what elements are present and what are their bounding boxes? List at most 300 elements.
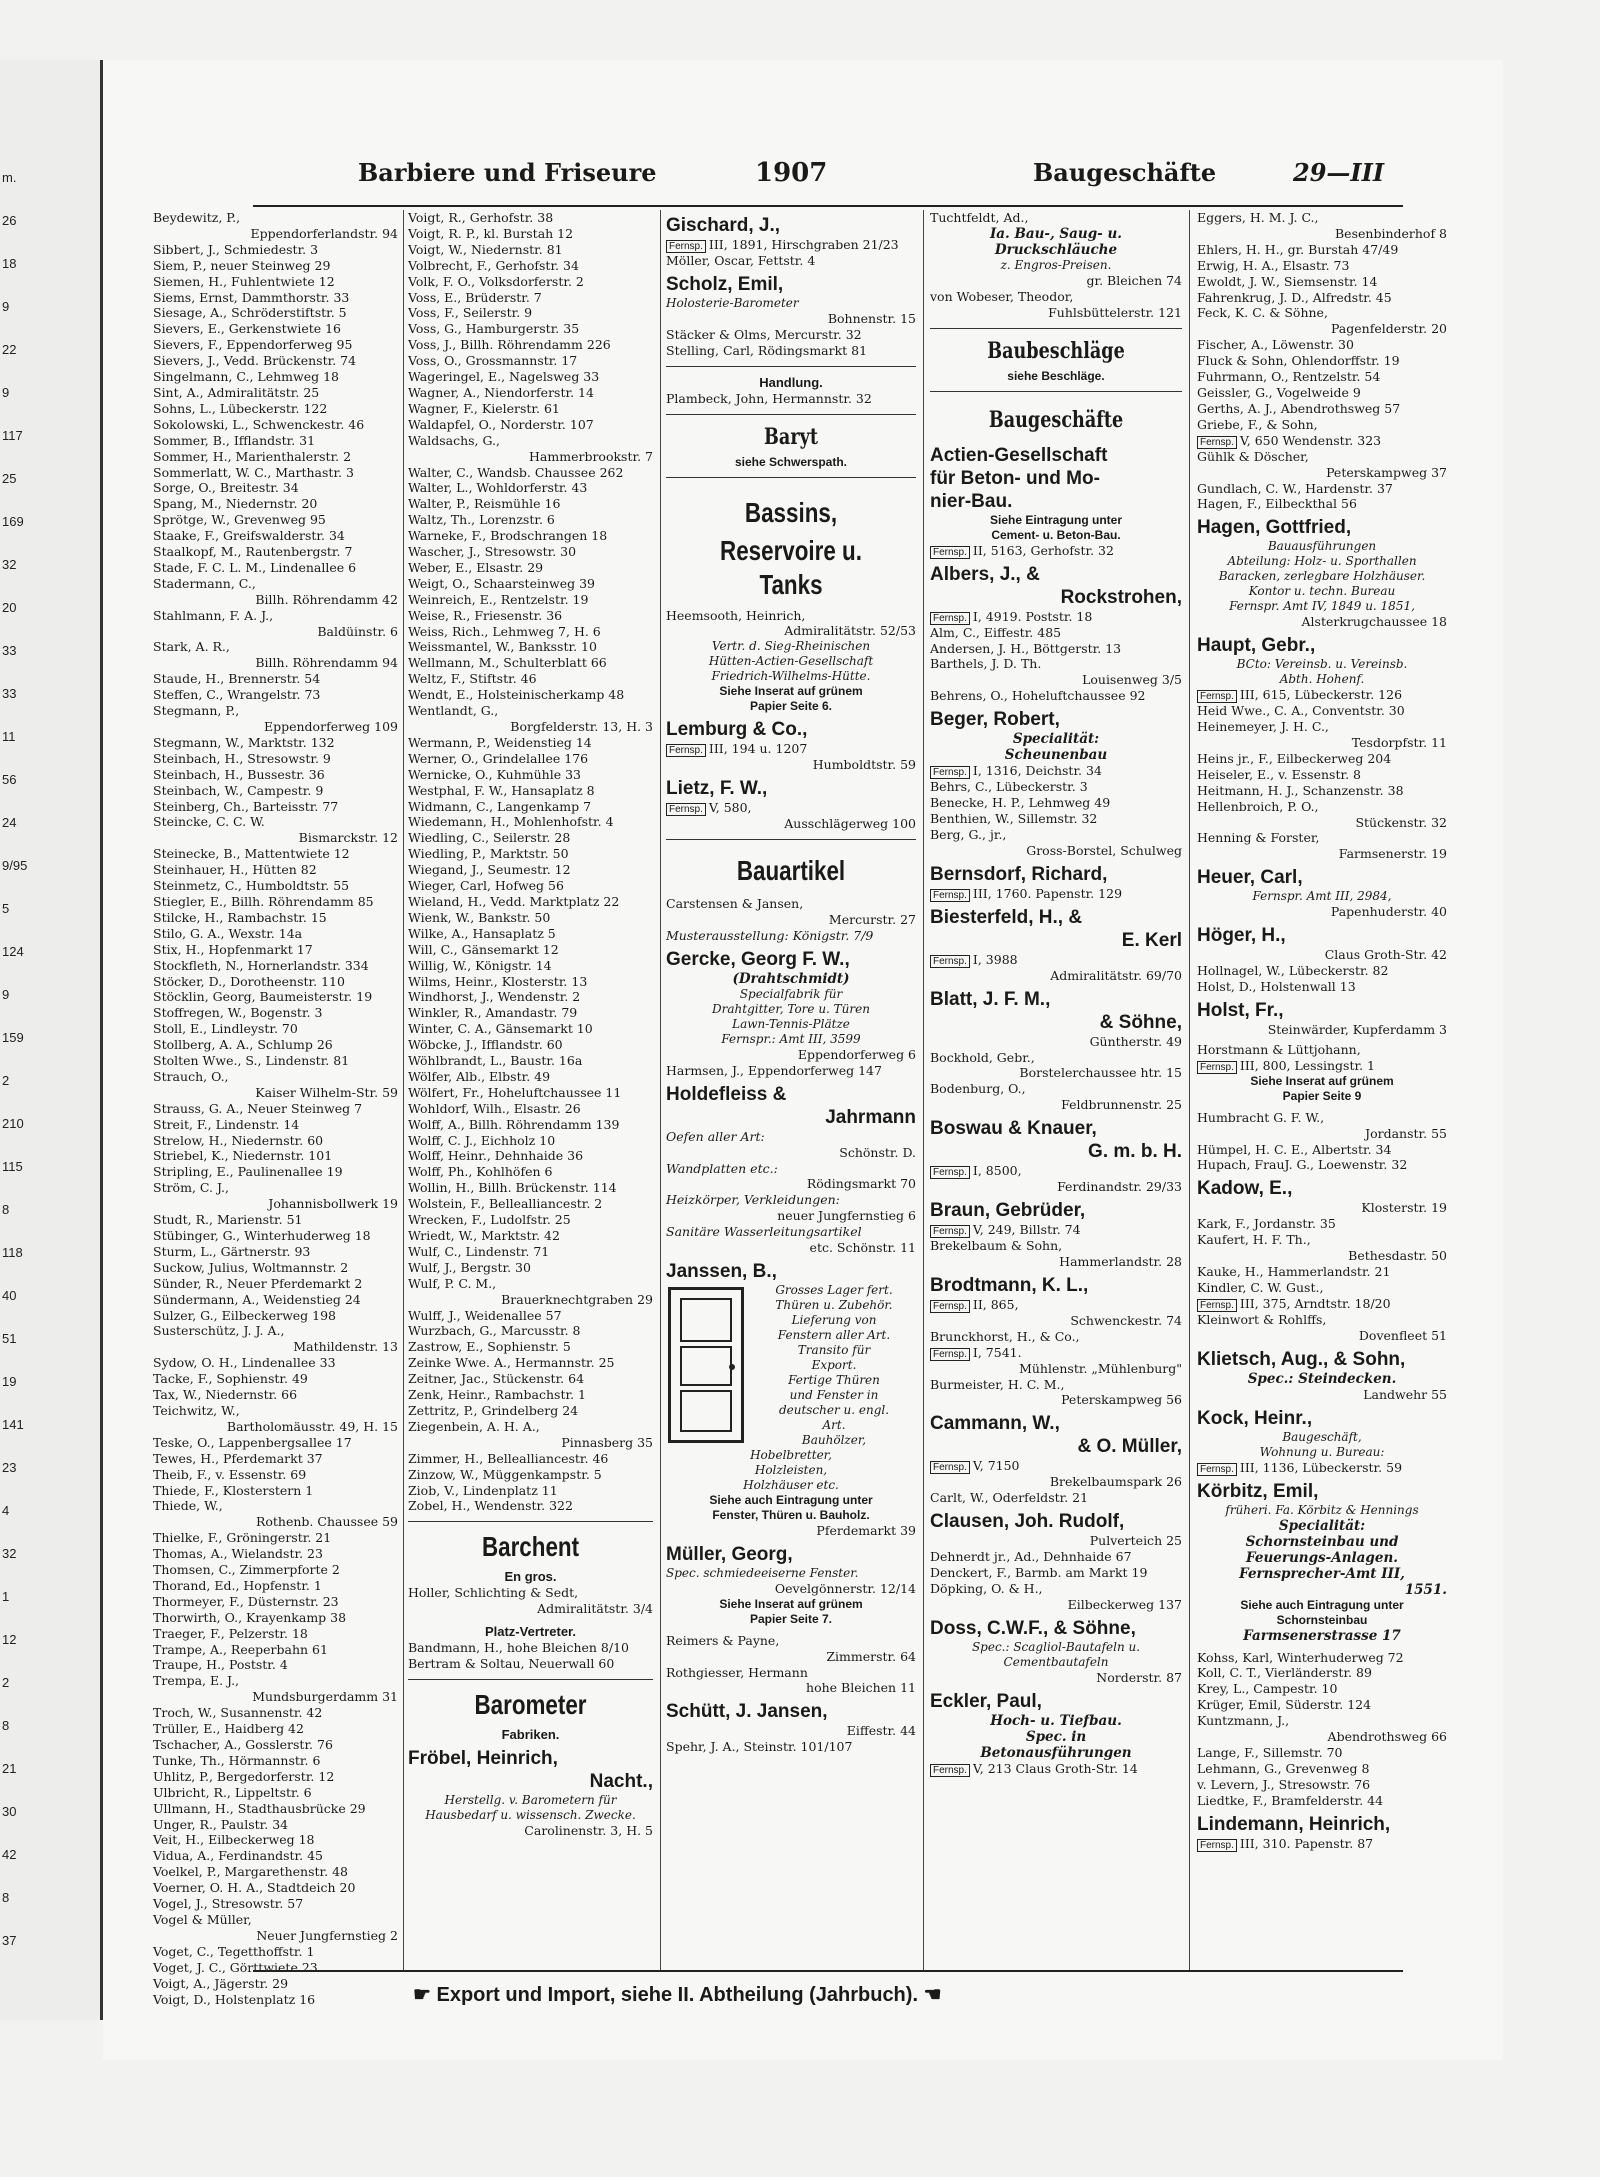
list-item: Benecke, H. P., Lehmweg 49 xyxy=(930,795,1111,811)
firm-phone: Fernsp. III, 800, Lessingstr. 1 xyxy=(1197,1058,1447,1074)
telephone-badge: Fernsp. xyxy=(930,766,970,779)
firm-name: Heuer, Carl, xyxy=(1197,867,1303,889)
section-rule xyxy=(930,328,1182,329)
firm-note: Transito für xyxy=(797,1342,871,1357)
firm-specialty: Scheunenbau xyxy=(1004,747,1108,764)
firm-name-cont: G. m. b. H. xyxy=(1088,1141,1182,1163)
column-2 xyxy=(408,210,653,1970)
firm-name-cont: nier-Bau. xyxy=(930,490,1013,512)
firm-address: Pferdemarkt 39 xyxy=(816,1522,916,1538)
previous-page-number: 21 xyxy=(2,1761,17,1776)
cross-reference: Fenster, Thüren u. Bauholz. xyxy=(712,1507,870,1522)
list-item: Sommer, H., Marienthalerstr. 2 xyxy=(153,448,352,464)
list-item: Kauke, H., Hammerlandstr. 21 xyxy=(1197,1263,1391,1279)
janssen-advert xyxy=(666,1283,916,1493)
list-item: Sulzer, G., Eilbeckerweg 198 xyxy=(153,1307,337,1323)
list-item: Stäcker & Olms, Mercurstr. 32 xyxy=(666,326,862,342)
list-item: Gerths, A. J., Abendrothsweg 57 xyxy=(1197,400,1401,416)
list-item: Strauch, O., xyxy=(153,1068,229,1084)
firm-specialty: Ia. Bau-, Saug- u. xyxy=(989,225,1122,242)
previous-page-number: 8 xyxy=(2,1890,10,1905)
firm-phone: Fernsp. II, 5163, Gerhofstr. 32 xyxy=(930,543,1182,559)
list-item-address: Eppendorferlandstr. 94 xyxy=(250,225,398,241)
list-item: Ziob, V., Lindenplatz 11 xyxy=(408,1482,558,1498)
firm-address: Güntherstr. 49 xyxy=(1089,1033,1182,1049)
firm-address: Borstelerchaussee htr. 15 xyxy=(1019,1065,1182,1081)
firm-phone: Fernsp. I, 1316, Deichstr. 34 xyxy=(930,763,1182,779)
section-rule xyxy=(408,1521,653,1522)
list-item: Tunke, Th., Hörmannstr. 6 xyxy=(153,1752,321,1768)
firm-note: deutscher u. engl. xyxy=(778,1402,890,1417)
list-item: Kleinwort & Rohlffs, xyxy=(1197,1311,1327,1327)
firm-name: Clausen, Joh. Rudolf, xyxy=(930,1511,1125,1533)
firm-address: etc. Schönstr. 11 xyxy=(809,1240,916,1256)
list-item: Denckert, F., Barmb. am Markt 19 xyxy=(930,1565,1148,1580)
list-item: Tax, W., Niedernstr. 66 xyxy=(153,1387,298,1403)
firm-specialty: Fernsprecher-Amt III, xyxy=(1239,1565,1405,1582)
list-item: Wascher, J., Stresowstr. 30 xyxy=(408,544,577,560)
firm-phone: Fernsp. V, 249, Billstr. 74 xyxy=(930,1222,1182,1238)
previous-page-number: 117 xyxy=(2,428,23,443)
firm-phone: Fernsp. V, 580, xyxy=(666,800,916,816)
firm-note: früheri. Fa. Körbitz & Hennings xyxy=(1225,1502,1419,1517)
list-item: Wolff, Heinr., Dehnhaide 36 xyxy=(408,1148,584,1164)
list-item: Gundlach, C. W., Hardenstr. 37 xyxy=(1197,480,1393,496)
list-item: Stegmann, P., xyxy=(153,703,240,719)
firm-note: Sanitäre Wasserleitungsartikel xyxy=(666,1224,862,1240)
list-item: Sievers, E., Gerkenstwiete 16 xyxy=(153,321,342,337)
list-item: Kindler, C. W. Gust., xyxy=(1197,1279,1324,1295)
list-item: Kaufert, H. F. Th., xyxy=(1197,1232,1311,1248)
list-item: Thiede, F., Klosterstern 1 xyxy=(153,1482,314,1498)
list-item: Gühlk & Döscher, xyxy=(1197,448,1309,464)
list-item: Veit, H., Eilbeckerweg 18 xyxy=(153,1832,315,1848)
list-item: Staake, F., Greifswalderstr. 34 xyxy=(153,528,345,544)
list-item: Stade, F. C. L. M., Lindenallee 6 xyxy=(153,559,357,575)
list-item: Stoffregen, W., Bogenstr. 3 xyxy=(153,1005,323,1021)
list-item: Geissler, G., Vogelweide 9 xyxy=(1197,384,1361,400)
previous-page-number: 5 xyxy=(2,901,10,916)
list-item: Weiss, Rich., Lehmweg 7, H. 6 xyxy=(408,623,601,639)
firm-note: Holzhäuser etc. xyxy=(743,1477,839,1492)
list-item: Siemen, H., Fuhlentwiete 12 xyxy=(153,273,335,289)
list-item: Heitmann, H. J., Schanzenstr. 38 xyxy=(1197,782,1404,798)
list-item: Siem, P., neuer Steinweg 29 xyxy=(153,257,331,273)
list-item: Voigt, D., Holstenplatz 16 xyxy=(153,1991,316,2007)
list-item: Sommerlatt, W. C., Marthastr. 3 xyxy=(153,464,354,480)
firm-note: Hausbedarf u. wissensch. Zwecke. xyxy=(425,1807,636,1822)
firm-name: Beger, Robert, xyxy=(930,709,1060,731)
firm-name: Scholz, Emil, xyxy=(666,273,784,295)
list-item: Voigt, R. P., kl. Burstah 12 xyxy=(408,225,574,241)
firm-name: Braun, Gebrüder, xyxy=(930,1200,1086,1222)
firm-phone: Fernsp. V, 213 Claus Groth-Str. 14 xyxy=(930,1761,1182,1777)
previous-page-number: 32 xyxy=(2,1546,17,1561)
firm-address: Steinwärder, Kupferdamm 3 xyxy=(1267,1021,1447,1037)
list-item: Harmsen, J., Eppendorferweg 147 xyxy=(666,1062,882,1078)
telephone-badge: Fernsp. xyxy=(930,612,970,625)
firm-name: Körbitz, Emil, xyxy=(1197,1480,1319,1502)
firm-address: Farmsenerstrasse 17 xyxy=(1243,1627,1401,1644)
list-item: Carstensen & Jansen, xyxy=(666,896,804,912)
firm-address: Gross-Borstel, Schulweg xyxy=(1026,842,1182,858)
list-item: Walter, C., Wandsb. Chaussee 262 xyxy=(408,464,624,480)
cross-reference: Siehe auch Eintragung unter xyxy=(1240,1597,1404,1612)
list-item-address: Eppendorferweg 109 xyxy=(263,719,398,734)
list-item: Stelling, Carl, Rödingsmarkt 81 xyxy=(666,342,868,358)
list-item: Alm, C., Eiffestr. 485 xyxy=(930,624,1062,640)
pointing-hand-icon: ☛ xyxy=(413,1984,431,2006)
list-item: Siesage, A., Schröderstiftstr. 5 xyxy=(153,305,347,321)
telephone-badge: Fernsp. xyxy=(666,803,706,816)
list-item: Holler, Schlichting & Sedt, xyxy=(408,1585,579,1601)
section-title-bauartikel: Bauartikel xyxy=(736,855,846,887)
section-title-barchent: Barchent xyxy=(481,1531,580,1563)
firm-note: Baracken, zerlegbare Holzhäuser. xyxy=(1218,569,1426,584)
header-right-title: Baugeschäfte xyxy=(1033,158,1217,187)
firm-name: Brodtmann, K. L., xyxy=(930,1274,1089,1296)
section-rule xyxy=(408,1679,653,1680)
list-item: Voerner, O. H. A., Stadtdeich 20 xyxy=(153,1880,356,1896)
list-item: Griebe, F., & Sohn, xyxy=(1197,416,1318,432)
list-item: Wienk, W., Bankstr. 50 xyxy=(408,909,551,925)
section-title-baubeschlaege: Baubeschläge xyxy=(987,337,1125,364)
list-item: Wilke, A., Hansaplatz 5 xyxy=(408,925,556,941)
page-header xyxy=(103,158,1503,198)
page-footer xyxy=(413,1982,942,2007)
firm-name: Gischard, J., xyxy=(666,215,781,236)
list-item: Wieger, Carl, Hofweg 56 xyxy=(408,878,564,894)
firm-note: Hütten-Actien-Gesellschaft xyxy=(708,654,874,669)
list-item: Burmeister, H. C. M., xyxy=(930,1376,1065,1392)
previous-page-number: 24 xyxy=(2,815,17,830)
previous-page-number: 9 xyxy=(2,385,10,400)
list-item-address: Billh. Röhrendamm 42 xyxy=(255,591,398,607)
list-item: Waldapfel, O., Norderstr. 107 xyxy=(408,416,594,432)
handlung-heading: Handlung. xyxy=(759,374,823,390)
list-item: Thorwirth, O., Krayenkamp 38 xyxy=(153,1609,347,1625)
list-item: Stegmann, W., Marktstr. 132 xyxy=(153,734,335,750)
firm-name: Höger, H., xyxy=(1197,925,1286,947)
list-item: Troch, W., Susannenstr. 42 xyxy=(153,1705,323,1721)
list-item: Wagner, A., Niendorferstr. 14 xyxy=(408,384,594,400)
firm-specialty: Specialität: xyxy=(1278,1517,1366,1534)
list-item: Teske, O., Lappenbergsallee 17 xyxy=(153,1434,352,1450)
firm-name: Blatt, J. F. M., xyxy=(930,988,1051,1010)
list-item: Koll, C. T., Vierländerstr. 89 xyxy=(1197,1665,1372,1681)
list-item: Krüger, Emil, Süderstr. 124 xyxy=(1197,1697,1372,1713)
list-item: Fluck & Sohn, Ohlendorffstr. 19 xyxy=(1197,353,1400,369)
previous-page-number: 40 xyxy=(2,1288,17,1303)
list-item-address: Rothenb. Chaussee 59 xyxy=(255,1514,398,1530)
cross-reference: Papier Seite 6. xyxy=(749,699,833,714)
list-item: Ewoldt, J. W., Siemsenstr. 14 xyxy=(1197,273,1378,289)
previous-page-number: 56 xyxy=(2,772,17,787)
list-item: Thielke, F., Gröningerstr. 21 xyxy=(153,1530,332,1546)
list-item: Walter, P., Reismühle 16 xyxy=(408,496,561,512)
list-item: Wolff, Ph., Kohlhöfen 6 xyxy=(408,1164,553,1180)
previous-page-number: 9 xyxy=(2,299,10,314)
list-item: Wölfert, Fr., Hoheluftchaussee 11 xyxy=(408,1084,622,1100)
list-item: Wriedt, W., Marktstr. 42 xyxy=(408,1228,560,1243)
firm-phone: Fernsp. II, 865, xyxy=(930,1297,1182,1313)
list-item: Fischer, A., Löwenstr. 30 xyxy=(1197,337,1354,353)
telephone-badge: Fernsp. xyxy=(930,1225,970,1238)
list-item: Voss, J., Billh. Röhrendamm 226 xyxy=(408,337,611,353)
list-item: Stripling, E., Paulinenallee 19 xyxy=(153,1164,343,1180)
list-item-address: Bartholomäusstr. 49, H. 15 xyxy=(226,1418,398,1434)
firm-name: Cammann, W., xyxy=(930,1413,1060,1435)
list-item-address: Neuer Jungfernstieg 2 xyxy=(256,1927,398,1943)
list-item: Tewes, H., Pferdemarkt 37 xyxy=(153,1450,323,1466)
list-item: Wellmann, M., Schulterblatt 66 xyxy=(408,655,607,671)
door-illustration xyxy=(668,1287,744,1443)
list-item: Wulf, J., Bergstr. 30 xyxy=(408,1259,531,1275)
list-item: Uhlitz, P., Bergedorferstr. 12 xyxy=(153,1768,335,1784)
previous-page-number: 1 xyxy=(2,1589,10,1604)
telephone-badge: Fernsp. xyxy=(930,1764,970,1777)
list-item: Suckow, Julius, Woltmannstr. 2 xyxy=(153,1259,349,1275)
list-item: Stadermann, C., xyxy=(153,575,256,591)
list-item: Sohns, L., Lübeckerstr. 122 xyxy=(153,400,328,416)
list-item: Zinzow, W., Müggenkampstr. 5 xyxy=(408,1466,602,1482)
firm-name-cont: Rockstrohen, xyxy=(1060,586,1182,608)
firm-note: Wandplatten etc.: xyxy=(666,1160,778,1176)
section-title-bassins: Bassins, xyxy=(744,496,838,528)
list-item: Stilo, G. A., Wexstr. 14a xyxy=(153,925,303,941)
list-item: Wiegand, J., Seumestr. 12 xyxy=(408,862,571,878)
firm-name-cont: Nacht., xyxy=(589,1770,653,1792)
section-title-baugeschaefte: Baugeschäfte xyxy=(988,406,1124,433)
firm-name: Albers, J., & xyxy=(930,563,1040,585)
firm-address: Eiffestr. 44 xyxy=(846,1723,916,1739)
firm-name: Biesterfeld, H., & xyxy=(930,906,1083,928)
firm-address: Zimmerstr. 64 xyxy=(826,1648,916,1664)
list-item: Tacke, F., Sophienstr. 49 xyxy=(153,1371,308,1387)
firm-address: Humboldtstr. 59 xyxy=(812,757,916,773)
list-item: Humbracht G. F. W., xyxy=(1197,1109,1325,1125)
list-item: Voigt, R., Gerhofstr. 38 xyxy=(408,210,554,225)
list-item: Horstmann & Lüttjohann, xyxy=(1197,1041,1361,1057)
list-item: Staalkopf, M., Rautenbergstr. 7 xyxy=(153,544,353,560)
list-item-address: Borgfelderstr. 13, H. 3 xyxy=(510,719,653,734)
firm-address: Claus Groth-Str. 42 xyxy=(1324,947,1447,963)
firm-address: Pagenfelderstr. 20 xyxy=(1330,321,1447,337)
list-item: Trampe, A., Reeperbahn 61 xyxy=(153,1641,328,1657)
pointing-hand-icon: ☚ xyxy=(923,1984,942,2006)
list-item: Steinecke, B., Mattentwiete 12 xyxy=(153,846,350,862)
list-item: Walter, L., Wohldorferstr. 43 xyxy=(408,480,588,496)
list-item: Hagen, F., Eilbeckthal 56 xyxy=(1197,496,1357,512)
list-item: Heiseler, E., v. Essenstr. 8 xyxy=(1197,766,1361,782)
firm-name: Lindemann, Heinrich, xyxy=(1197,1813,1391,1835)
firm-note: Abteilung: Holz- u. Sporthallen xyxy=(1227,554,1417,569)
list-item: Winter, C. A., Gänsemarkt 10 xyxy=(408,1021,593,1037)
list-item: Steinbach, H., Bussestr. 36 xyxy=(153,766,325,782)
list-item: Theib, F., v. Essenstr. 69 xyxy=(153,1466,307,1482)
list-item: Stockfleth, N., Hornerlandstr. 334 xyxy=(153,957,369,973)
firm-phone: Fernsp. V, 650 Wendenstr. 323 xyxy=(1197,433,1447,449)
list-item: Wiedemann, H., Mohlenhofstr. 4 xyxy=(408,814,614,830)
list-item: Kohss, Karl, Winterhuderweg 72 xyxy=(1197,1649,1404,1665)
list-item: Trempa, E. J., xyxy=(153,1673,240,1689)
firm-address: Schönstr. D. xyxy=(839,1144,916,1160)
previous-page-number: m. xyxy=(2,170,17,185)
telephone-badge: Fernsp. xyxy=(930,1461,970,1474)
list-item: Stilcke, H., Rambachstr. 15 xyxy=(153,909,327,925)
list-item: Stöcker, D., Dorotheenstr. 110 xyxy=(153,973,345,989)
firm-address: Abendrothsweg 66 xyxy=(1327,1729,1447,1745)
list-item: Weinreich, E., Rentzelstr. 19 xyxy=(408,591,589,607)
firm-note: Musterausstellung: Königstr. 7/9 xyxy=(666,927,874,943)
list-item: Eggers, H. M. J. C., xyxy=(1197,210,1319,225)
firm-address: Schwenckestr. 74 xyxy=(1070,1312,1182,1328)
list-item: Wilms, Heinr., Klosterstr. 13 xyxy=(408,973,588,989)
list-item: Rothgiesser, Hermann xyxy=(666,1664,808,1680)
firm-name: Kadow, E., xyxy=(1197,1178,1293,1200)
firm-note: Export. xyxy=(811,1357,857,1372)
list-item: Zeinke Wwe. A., Hermannstr. 25 xyxy=(408,1355,615,1371)
firm-phone: Fernsp. III, 1136, Lübeckerstr. 59 xyxy=(1197,1460,1447,1476)
barchent-subtitle: En gros. xyxy=(504,1569,557,1585)
previous-page-number: 23 xyxy=(2,1460,17,1475)
firm-name: Lemburg & Co., xyxy=(666,719,808,741)
list-item: Bandmann, H., hohe Bleichen 8/10 xyxy=(408,1640,629,1656)
firm-address: Admiralitätstr. 69/70 xyxy=(1050,967,1182,983)
telephone-badge: Fernsp. xyxy=(1197,1463,1237,1476)
list-item: Stolten Wwe., S., Lindenstr. 81 xyxy=(153,1053,350,1069)
firm-address: Norderstr. 87 xyxy=(1096,1669,1182,1685)
firm-address: Pulverteich 25 xyxy=(1089,1533,1182,1549)
list-item-address: Pinnasberg 35 xyxy=(561,1434,653,1450)
list-item: Volbrecht, F., Gerhofstr. 34 xyxy=(408,257,579,273)
list-item: Stollberg, A. A., Schlump 26 xyxy=(153,1037,333,1053)
cross-reference: Siehe auch Eintragung unter xyxy=(709,1492,873,1507)
firm-name: Janssen, B., xyxy=(666,1260,777,1282)
list-item: Lange, F., Sillemstr. 70 xyxy=(1197,1744,1343,1760)
telephone-badge: Fernsp. xyxy=(666,744,706,757)
list-item: Willig, W., Königstr. 14 xyxy=(408,957,552,973)
list-item: Steinbach, H., Stresowstr. 9 xyxy=(153,750,331,766)
list-item: Winkler, R., Amandastr. 79 xyxy=(408,1005,578,1021)
firm-note: Drahtgitter, Tore u. Türen xyxy=(712,1001,870,1016)
firm-note: Thüren u. Zubehör. xyxy=(775,1297,893,1312)
list-item: Voget, J. C., Görttwiete 23 xyxy=(153,1959,318,1975)
cross-reference: Papier Seite 9 xyxy=(1282,1088,1362,1103)
list-item: Weigt, O., Schaarsteinweg 39 xyxy=(408,575,595,591)
list-item: Tuchtfeldt, Ad., xyxy=(930,210,1029,225)
list-item: Wolstein, F., Bellealliancestr. 2 xyxy=(408,1196,603,1212)
firm-phone: Fernsp. III, 375, Arndtstr. 18/20 xyxy=(1197,1296,1447,1312)
firm-name-cont: & Söhne, xyxy=(1099,1011,1182,1033)
list-item: Wöbcke, J., Ifflandstr. 60 xyxy=(408,1037,563,1053)
firm-address: Farmsenerstr. 19 xyxy=(1338,846,1447,862)
list-item: Westphal, F. W., Hansaplatz 8 xyxy=(408,782,595,798)
list-item: Wulf, P. C. M., xyxy=(408,1275,497,1291)
header-page-number: 29—III xyxy=(1293,158,1385,187)
firm-name: Eckler, Paul, xyxy=(930,1690,1042,1712)
list-item: Sorge, O., Breitestr. 34 xyxy=(153,480,299,496)
previous-page-number: 32 xyxy=(2,557,17,572)
firm-note: Fernspr. Amt III, 2984, xyxy=(1252,889,1392,904)
section-title-baryt: Baryt xyxy=(764,423,818,450)
firm-note: Fenstern aller Art. xyxy=(777,1327,891,1342)
firm-name: Holst, Fr., xyxy=(1197,999,1284,1021)
list-item: Ullmann, H., Stadthausbrücke 29 xyxy=(153,1800,366,1816)
list-item: Teichwitz, W., xyxy=(153,1402,240,1418)
list-item: Wentlandt, G., xyxy=(408,703,499,719)
column-divider xyxy=(923,210,924,1970)
list-item: Wrecken, F., Ludolfstr. 25 xyxy=(408,1212,571,1228)
firm-note: Oefen aller Art: xyxy=(666,1128,765,1144)
section-title-bassins-cont: Reservoire u. Tanks xyxy=(720,534,862,600)
column-5 xyxy=(1197,210,1447,1970)
section-title-barometer: Barometer xyxy=(474,1688,587,1720)
firm-name: Actien-Gesellschaft xyxy=(930,444,1108,466)
list-item: Thomas, A., Wielandstr. 23 xyxy=(153,1546,323,1562)
list-item: Steinberg, Ch., Barteisstr. 77 xyxy=(153,798,339,814)
list-item: Bockhold, Gebr., xyxy=(930,1049,1035,1065)
section-rule xyxy=(666,414,916,415)
firm-specialty: Druckschläuche xyxy=(994,241,1118,258)
firm-address: Landwehr 55 xyxy=(1363,1386,1447,1402)
firm-note: Holosterie-Barometer xyxy=(666,295,799,310)
list-item: Beydewitz, P., xyxy=(153,210,241,225)
list-item: Wollin, H., Billh. Brückenstr. 114 xyxy=(408,1180,617,1196)
firm-name: Haupt, Gebr., xyxy=(1197,635,1316,657)
list-item: Holst, D., Holstenwall 13 xyxy=(1197,979,1356,994)
list-item: Wulff, J., Weidenallee 57 xyxy=(408,1307,562,1323)
list-item: Feck, K. C. & Söhne, xyxy=(1197,305,1328,321)
footer-note: Export und Import, siehe II. Abtheilung (Jahrbuch). xyxy=(436,1984,918,2006)
column-divider xyxy=(660,210,661,1970)
telephone-badge: Fernsp. xyxy=(1197,1839,1237,1852)
list-item: v. Levern, J., Stresowstr. 76 xyxy=(1197,1776,1371,1792)
list-item: Zastrow, E., Sophienstr. 5 xyxy=(408,1339,571,1355)
firm-address: Stückenstr. 32 xyxy=(1355,814,1447,830)
firm-note: und Fenster in xyxy=(789,1387,879,1402)
previous-page-number: 33 xyxy=(2,643,17,658)
list-item: Wageringel, E., Nagelsweg 33 xyxy=(408,369,600,385)
firm-phone: Fernsp. III, 194 u. 1207 xyxy=(666,741,916,757)
list-item: Hupach, FrauJ. G., Loewenstr. 32 xyxy=(1197,1157,1408,1173)
firm-note: Spec.: Scagliol-Bautafeln u. xyxy=(971,1639,1141,1654)
firm-specialty: Spec.: Steindecken. xyxy=(1247,1370,1397,1387)
list-item: Vogel & Müller, xyxy=(153,1911,252,1927)
list-item: Liedtke, F., Bramfelderstr. 44 xyxy=(1197,1792,1384,1808)
list-item: Wiedling, P., Marktstr. 50 xyxy=(408,846,569,862)
list-item: Zimmer, H., Bellealliancestr. 46 xyxy=(408,1450,609,1466)
previous-page-number: 4 xyxy=(2,1503,10,1518)
list-item: Heinemeyer, J. H. C., xyxy=(1197,719,1329,735)
column-3 xyxy=(666,210,916,1970)
firm-address: Feldbrunnenstr. 25 xyxy=(1061,1097,1182,1113)
firm-address: Jordanstr. 55 xyxy=(1365,1125,1447,1141)
list-item: Ulbricht, R., Lippeltstr. 6 xyxy=(153,1784,312,1800)
list-item: Barthels, J. D. Th. xyxy=(930,656,1042,672)
telephone-badge: Fernsp. xyxy=(930,1300,970,1313)
list-item: Studt, R., Marienstr. 51 xyxy=(153,1212,303,1228)
firm-address: Peterskampweg 56 xyxy=(1061,1392,1182,1408)
firm-name: Klietsch, Aug., & Sohn, xyxy=(1197,1348,1406,1370)
firm-address: Mercurstr. 27 xyxy=(828,912,916,928)
list-item: Zeitner, Jac., Stückenstr. 64 xyxy=(408,1371,585,1387)
list-item: Ström, C. J., xyxy=(153,1180,229,1196)
previous-page-number: 11 xyxy=(2,729,16,744)
list-item: Thormeyer, F., Düsternstr. 23 xyxy=(153,1593,339,1609)
firm-address: Brekelbaumspark 26 xyxy=(1049,1474,1182,1490)
list-item: Stark, A. R., xyxy=(153,639,230,655)
